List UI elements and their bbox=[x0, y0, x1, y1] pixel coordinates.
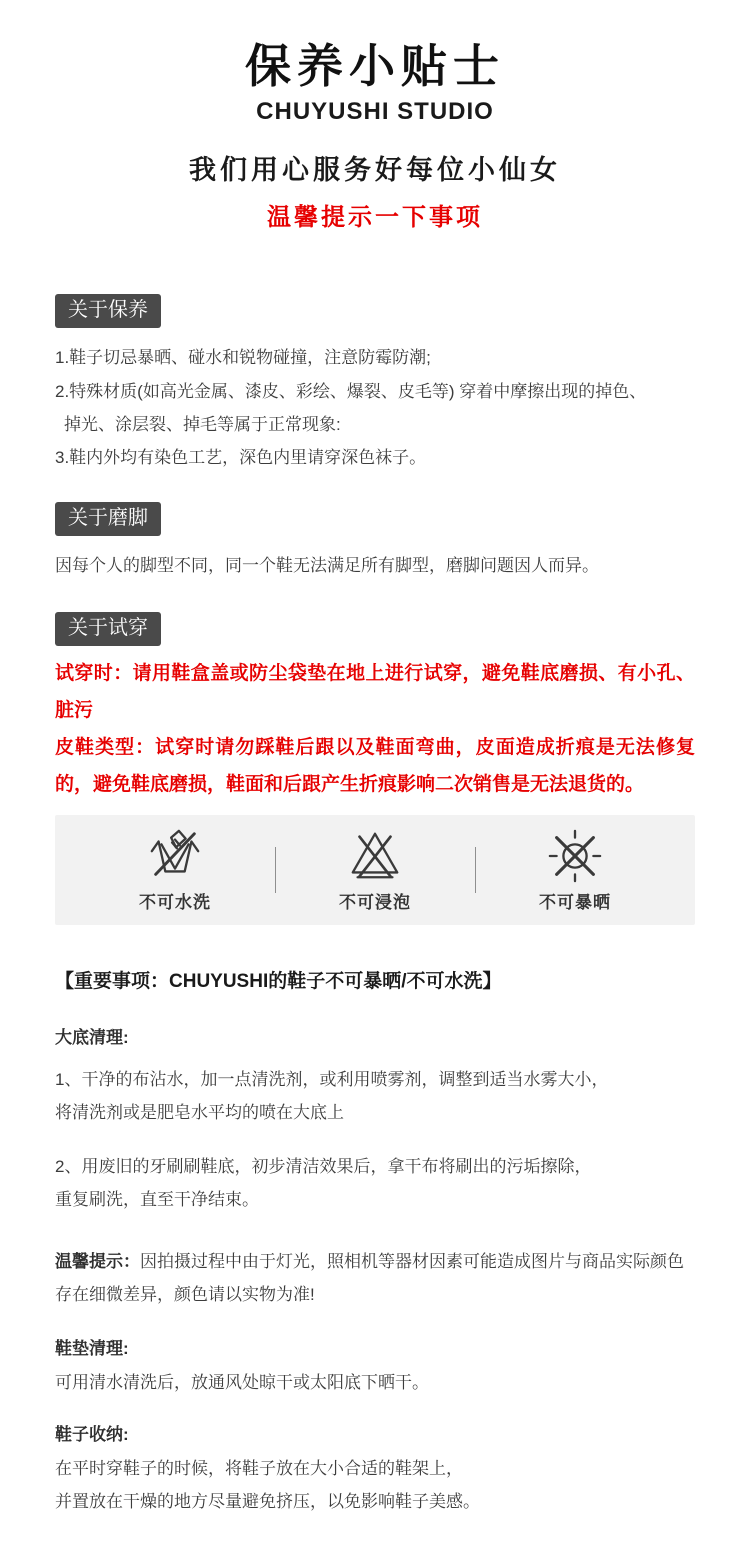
color-tip-text: 因拍摄过程中由于灯光，照相机等器材因素可能造成图片与商品实际颜色存在细微差异，颜色请以实物为准! bbox=[55, 1252, 684, 1305]
no-wash-symbol bbox=[95, 827, 255, 913]
no-soak-symbol bbox=[295, 827, 455, 913]
insole-cleaning-paragraph bbox=[55, 1366, 695, 1399]
vertical-divider bbox=[275, 847, 276, 893]
no-sun-label: 不可暴晒 bbox=[539, 893, 611, 913]
vertical-divider bbox=[475, 847, 476, 893]
fitting-warning-line: 皮鞋类型：试穿时请勿踩鞋后跟以及鞋面弯曲，皮面造成折痕是无法修复的，避免鞋底磨损，鞋面和后跟产生折痕影响二次销售是无法退货的。 bbox=[55, 737, 695, 796]
no-sun-icon bbox=[546, 827, 604, 885]
about-fitting-badge: 关于试穿 bbox=[55, 612, 161, 646]
about-care-line: 掉光、涂层裂、掉毛等属于正常现象: bbox=[64, 414, 341, 434]
sole-cleaning-step-line: 重复刷洗，直至干净结束。 bbox=[55, 1190, 259, 1210]
sole-cleaning-step-1 bbox=[55, 1063, 695, 1129]
sole-cleaning-step-line: 2、用废旧的牙刷刷鞋底，初步清洁效果后，拿干布将刷出的污垢擦除， bbox=[55, 1157, 592, 1177]
about-rubbing-badge: 关于磨脚 bbox=[55, 502, 161, 536]
about-rubbing-paragraph bbox=[55, 549, 695, 582]
insole-cleaning-heading: 鞋垫清理: bbox=[55, 1338, 129, 1358]
about-care-line: 3.鞋内外均有染色工艺，深色内里请穿深色袜子。 bbox=[55, 447, 427, 467]
sole-cleaning-step-line: 将清洗剂或是肥皂水平均的喷在大底上 bbox=[55, 1102, 344, 1122]
about-care-paragraph bbox=[55, 341, 695, 474]
slogan-text: 我们用心服务好每位小仙女 bbox=[189, 155, 561, 186]
no-wash-icon bbox=[146, 827, 204, 885]
sole-cleaning-heading: 大底清理: bbox=[55, 1027, 129, 1047]
no-soak-label: 不可浸泡 bbox=[339, 893, 411, 913]
section-about-fitting bbox=[55, 612, 695, 803]
important-note: 【重要事项：CHUYUSHI的鞋子不可暴晒/不可水洗】 bbox=[55, 971, 502, 993]
shoe-storage-line: 在平时穿鞋子的时候，将鞋子放在大小合适的鞋架上， bbox=[55, 1459, 463, 1479]
color-tip-label: 温馨提示： bbox=[55, 1252, 140, 1272]
notice-heading: 温馨提示一下事项 bbox=[267, 203, 483, 231]
color-tip-paragraph bbox=[55, 1245, 695, 1311]
about-care-badge: 关于保养 bbox=[55, 294, 161, 328]
about-care-line: 2.特殊材质(如高光金属、漆皮、彩绘、爆裂、皮毛等) 穿着中摩擦出现的掉色、 bbox=[55, 381, 647, 401]
no-wash-label: 不可水洗 bbox=[139, 893, 211, 913]
page-title: 保养小贴士 bbox=[245, 40, 505, 92]
shoe-storage-line: 并置放在干燥的地方尽量避免挤压，以免影响鞋子美感。 bbox=[55, 1492, 480, 1512]
care-symbols-panel bbox=[55, 815, 695, 925]
insole-cleaning-text: 可用清水清洗后，放通风处晾干或太阳底下晒干。 bbox=[55, 1373, 429, 1393]
section-about-rubbing bbox=[55, 502, 695, 582]
about-care-line: 1.鞋子切忌暴晒、碰水和锐物碰撞，注意防霉防潮; bbox=[55, 348, 431, 368]
page-header bbox=[55, 38, 695, 232]
fitting-warning-line: 试穿时：请用鞋盒盖或防尘袋垫在地上进行试穿，避免鞋底磨损、有小孔、脏污 bbox=[55, 663, 695, 722]
section-about-care bbox=[55, 294, 695, 474]
brand-name: CHUYUSHI STUDIO bbox=[256, 97, 494, 125]
about-rubbing-text: 因每个人的脚型不同，同一个鞋无法满足所有脚型，磨脚问题因人而异。 bbox=[55, 556, 599, 576]
shoe-storage-paragraph bbox=[55, 1452, 695, 1518]
no-sun-symbol bbox=[495, 827, 655, 913]
sole-cleaning-step-2 bbox=[55, 1150, 695, 1216]
shoe-storage-heading: 鞋子收纳: bbox=[55, 1424, 129, 1444]
sole-cleaning-step-line: 1、干净的布沾水，加一点清洗剂，或利用喷雾剂，调整到适当水雾大小， bbox=[55, 1069, 609, 1089]
fitting-warning bbox=[55, 655, 695, 803]
no-soak-icon bbox=[346, 827, 404, 885]
